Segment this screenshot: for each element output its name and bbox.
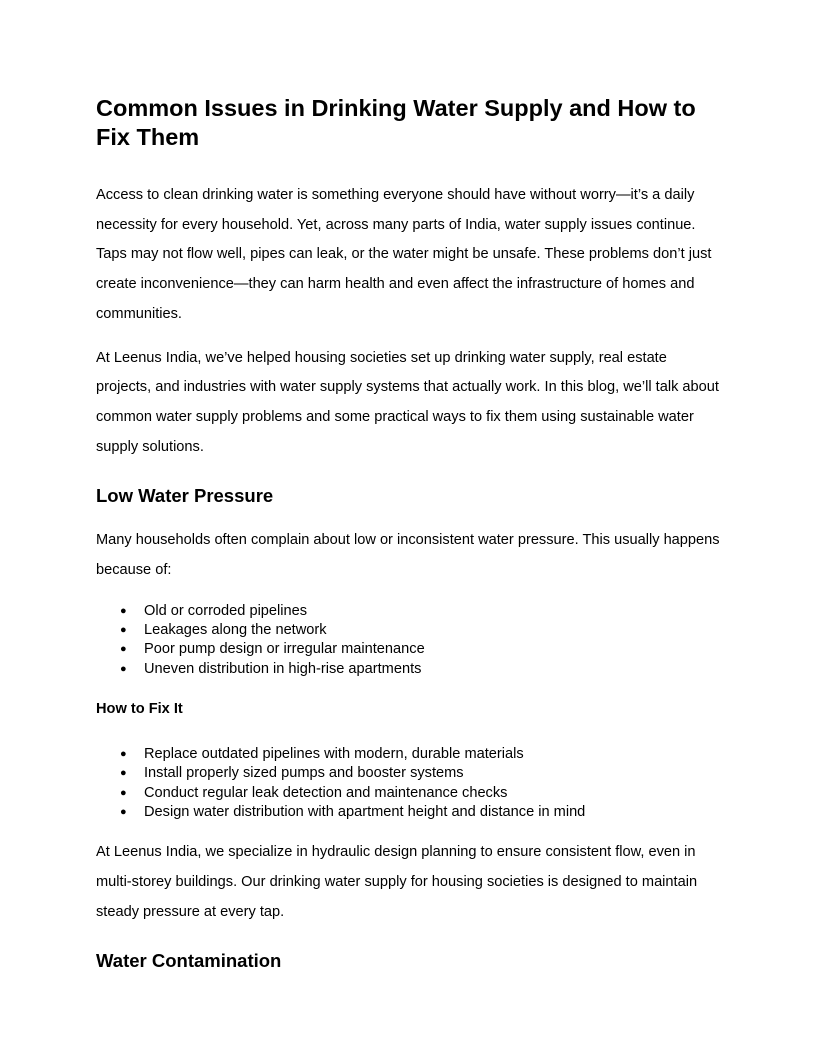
list-item: ● Conduct regular leak detection and maintenance checks (96, 784, 720, 803)
list-item: ● Old or corroded pipelines (96, 602, 720, 621)
intro-paragraph: Access to clean drinking water is something everyone should have without worry—it’s a daily necessity for every household. Yet, across many parts of India, water supply issues continue. Taps may not flow well, pipes can leak, or the water might be unsafe. These problems don’t just create inconvenience—they can harm health and even affect the infrastructure of homes and communities. (96, 187, 712, 322)
list-item: ● Uneven distribution in high-rise apartments (96, 660, 720, 679)
page-title: Common Issues in Drinking Water Supply and How to Fix Them (96, 95, 696, 150)
section-paragraph: Many households often complain about low or inconsistent water pressure. This usually happens because of: (96, 532, 720, 579)
list-item: ● Design water distribution with apartment height and distance in mind (96, 803, 720, 822)
section-paragraph: At Leenus India, we specialize in hydraulic design planning to ensure consistent flow, even in multi-storey buildings. Our drinking water supply for housing societies is designed to maintain steady pressure at every tap. (96, 844, 698, 920)
bullet-icon: ● (120, 805, 127, 818)
bullet-icon: ● (120, 604, 127, 617)
causes-list (96, 602, 720, 679)
intro-paragraph: At Leenus India, we’ve helped housing societies set up drinking water supply, real estate projects, and industries with water supply systems that actually work. In this blog, we’ll talk about common water supply problems and some practical ways to fix them using sustainable water supply solutions. (96, 349, 719, 455)
section-heading-low-water-pressure: Low Water Pressure (96, 485, 274, 507)
section-heading-water-contamination: Water Contamination (96, 950, 282, 972)
bullet-icon: ● (120, 767, 127, 780)
document-page (96, 94, 720, 991)
list-item: ● Replace outdated pipelines with modern, durable materials (96, 745, 720, 764)
bullet-icon: ● (120, 662, 127, 675)
bullet-icon: ● (120, 624, 127, 637)
list-item: ● Leakages along the network (96, 621, 720, 640)
bullet-icon: ● (120, 786, 127, 799)
bullet-icon: ● (120, 643, 127, 656)
list-item: ● Install properly sized pumps and booster systems (96, 764, 720, 783)
list-item: ● Poor pump design or irregular maintenance (96, 640, 720, 659)
fixes-list (96, 745, 720, 822)
bullet-icon: ● (120, 747, 127, 760)
subheading-how-to-fix: How to Fix It (96, 700, 183, 717)
